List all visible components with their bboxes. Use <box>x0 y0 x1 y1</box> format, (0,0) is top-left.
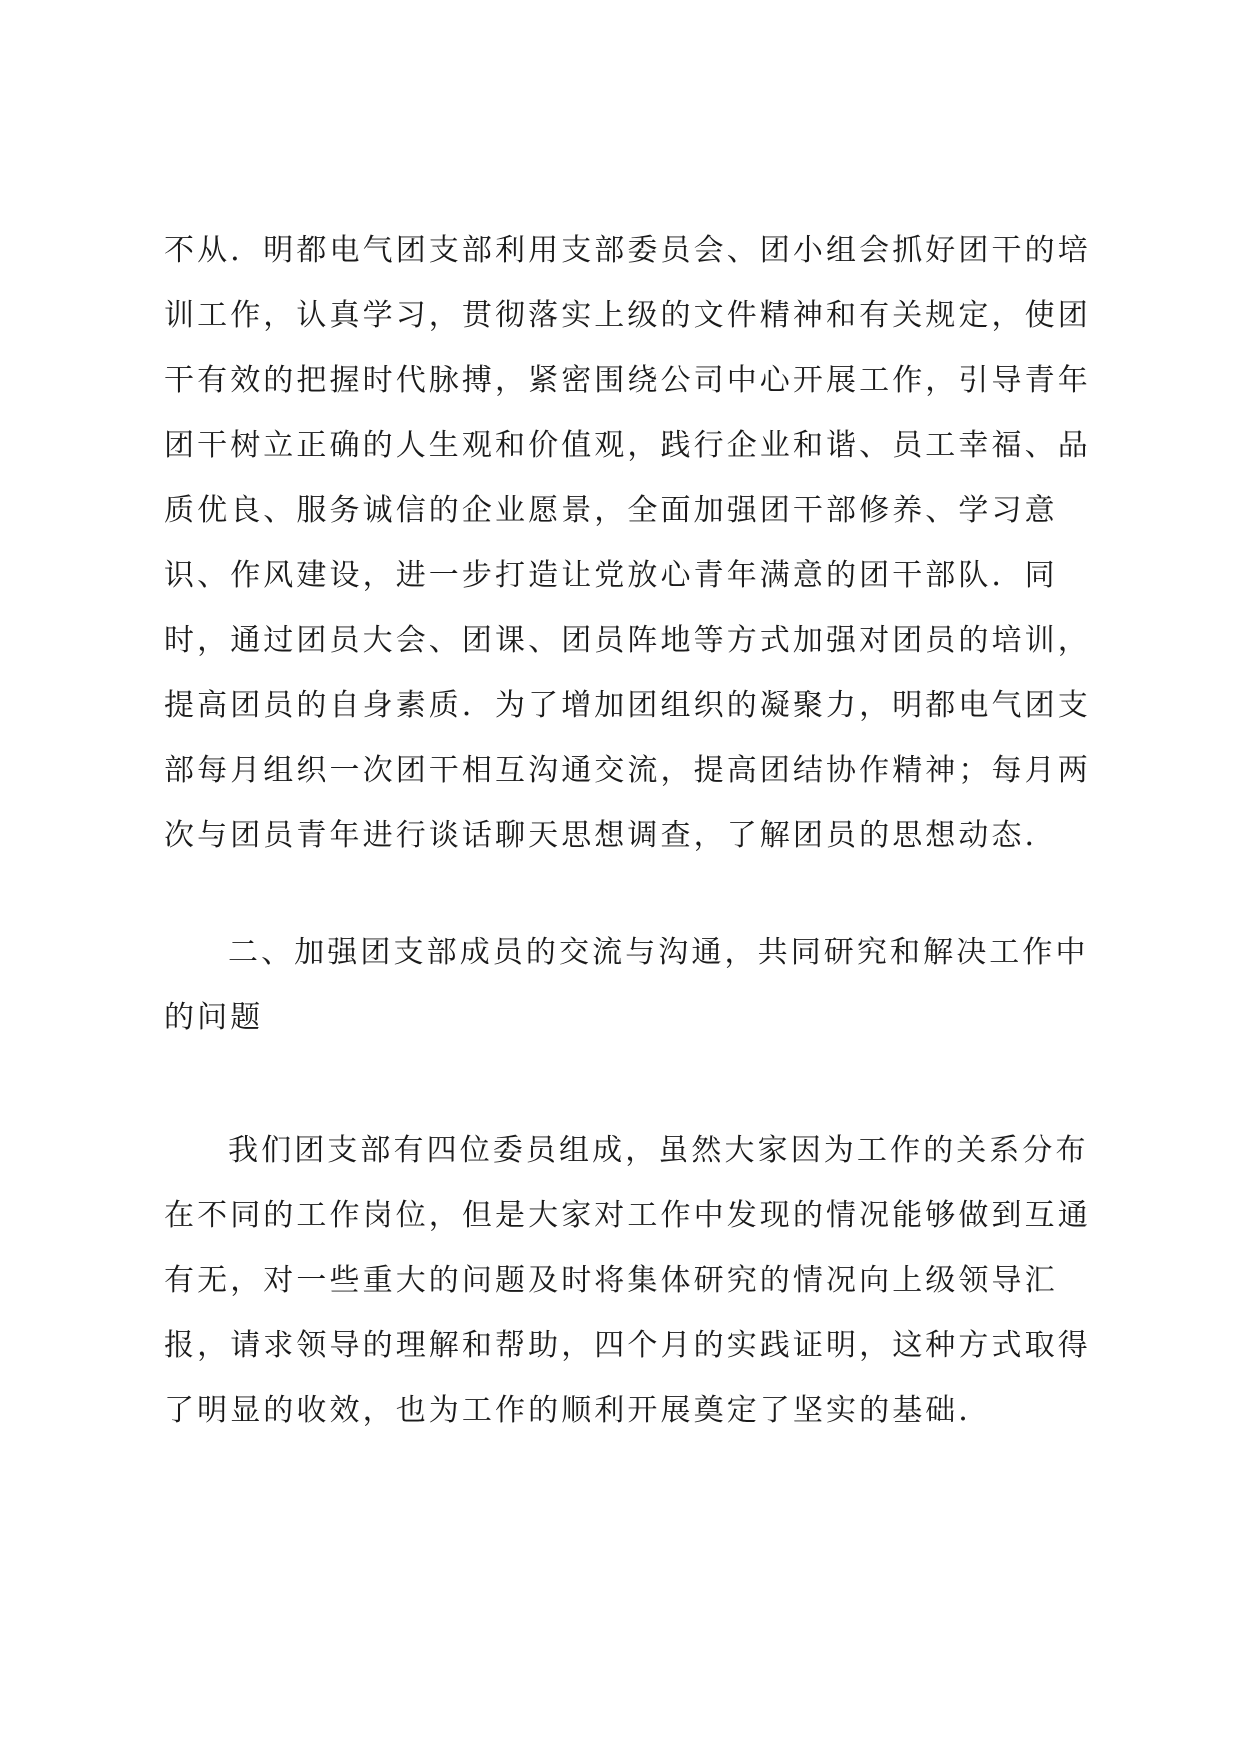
paragraph-line: 时，通过团员大会、团课、团员阵地等方式加强对团员的培训， <box>164 623 1091 658</box>
paragraph-line: 次与团员青年进行谈话聊天思想调查，了解团员的思想动态． <box>164 818 1058 853</box>
paragraph-line: 有无，对一些重大的问题及时将集体研究的情况向上级领导汇 <box>164 1263 1058 1298</box>
body-paragraph <box>164 1118 1094 1443</box>
paragraph-line: 团干树立正确的人生观和价值观，践行企业和谐、员工幸福、品 <box>164 428 1091 463</box>
paragraph-line: 训工作，认真学习，贯彻落实上级的文件精神和有关规定，使团 <box>164 298 1091 333</box>
paragraph-line: 报，请求领导的理解和帮助，四个月的实践证明，这种方式取得 <box>164 1328 1091 1363</box>
heading-line: 的问题 <box>164 1000 264 1035</box>
paragraph-line: 了明显的收效，也为工作的顺利开展奠定了坚实的基础． <box>164 1393 992 1428</box>
paragraph-line: 干有效的把握时代脉搏，紧密围绕公司中心开展工作，引导青年 <box>164 363 1091 398</box>
paragraph-line: 在不同的工作岗位，但是大家对工作中发现的情况能够做到互通 <box>164 1198 1091 1233</box>
section-heading <box>164 920 1094 1050</box>
paragraph-line: 识、作风建设，进一步打造让党放心青年满意的团干部队．同 <box>164 558 1058 593</box>
paragraph-line: 我们团支部有四位委员组成，虽然大家因为工作的关系分布 <box>228 1133 1089 1168</box>
paragraph-line: 质优良、服务诚信的企业愿景，全面加强团干部修养、学习意 <box>164 493 1058 528</box>
paragraph-line: 部每月组织一次团干相互沟通交流，提高团结协作精神；每月两 <box>164 753 1091 788</box>
body-paragraph <box>164 218 1094 868</box>
paragraph-line: 不从．明都电气团支部利用支部委员会、团小组会抓好团干的培 <box>164 233 1091 268</box>
paragraph-line: 提高团员的自身素质．为了增加团组织的凝聚力，明都电气团支 <box>164 688 1091 723</box>
heading-line: 二、加强团支部成员的交流与沟通，共同研究和解决工作中 <box>228 935 1089 970</box>
